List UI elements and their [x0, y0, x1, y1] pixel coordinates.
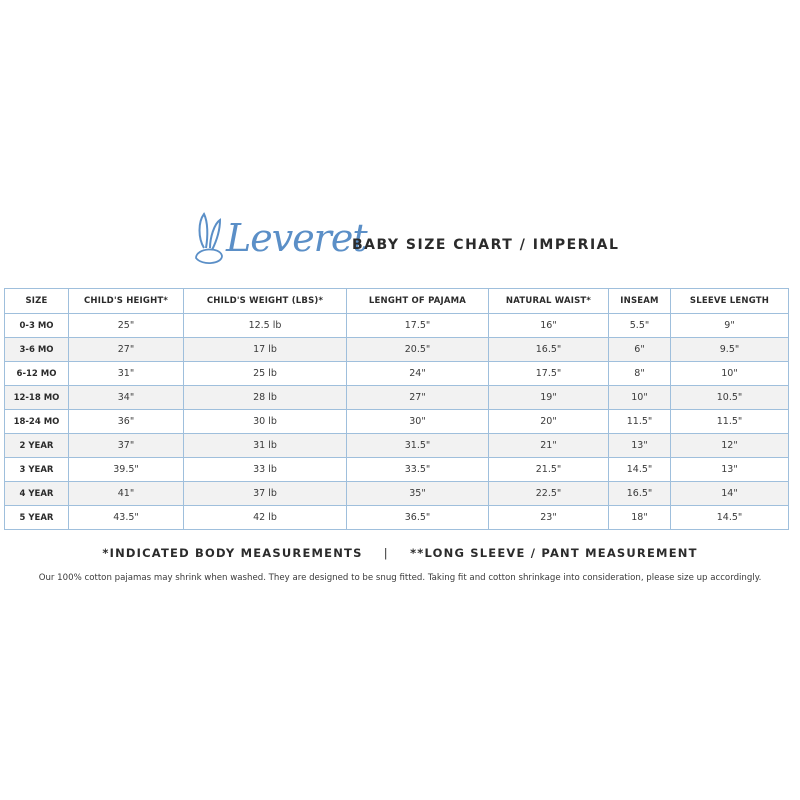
sleeve-length-cell: 10": [671, 362, 789, 386]
table-header-row: [5, 289, 789, 314]
long-sleeve-note: **LONG SLEEVE / PANT MEASUREMENT: [410, 546, 698, 560]
height-cell: 25": [69, 314, 184, 338]
table-row: [5, 482, 789, 506]
column-header-weight: CHILD'S WEIGHT (LBS)*: [184, 289, 347, 314]
height-cell: 37": [69, 434, 184, 458]
waist-cell: 21": [489, 434, 609, 458]
inseam-cell: 11.5": [609, 410, 671, 434]
size-cell: 12-18 MO: [5, 386, 69, 410]
height-cell: 39.5": [69, 458, 184, 482]
pajama-length-cell: 30": [347, 410, 489, 434]
inseam-cell: 5.5": [609, 314, 671, 338]
size-chart-table-wrapper: [4, 288, 788, 530]
leveret-logo: [190, 208, 367, 272]
waist-cell: 19": [489, 386, 609, 410]
table-row: [5, 410, 789, 434]
inseam-cell: 10": [609, 386, 671, 410]
sleeve-length-cell: 14": [671, 482, 789, 506]
pajama-length-cell: 27": [347, 386, 489, 410]
weight-cell: 12.5 lb: [184, 314, 347, 338]
inseam-cell: 13": [609, 434, 671, 458]
height-cell: 43.5": [69, 506, 184, 530]
size-cell: 0-3 MO: [5, 314, 69, 338]
chart-title: BABY SIZE CHART / IMPERIAL: [352, 237, 620, 253]
waist-cell: 17.5": [489, 362, 609, 386]
pajama-length-cell: 33.5": [347, 458, 489, 482]
pajama-length-cell: 20.5": [347, 338, 489, 362]
column-header-size: SIZE: [5, 289, 69, 314]
column-header-height: CHILD'S HEIGHT*: [69, 289, 184, 314]
sleeve-length-cell: 11.5": [671, 410, 789, 434]
table-row: [5, 506, 789, 530]
pajama-length-cell: 35": [347, 482, 489, 506]
shrinkage-disclaimer: Our 100% cotton pajamas may shrink when washed. They are designed to be snug fitted. Taking fit and cotton shrinkage into consideration, please size up accordingly.: [38, 573, 762, 583]
inseam-cell: 18": [609, 506, 671, 530]
waist-cell: 23": [489, 506, 609, 530]
weight-cell: 42 lb: [184, 506, 347, 530]
size-cell: 4 YEAR: [5, 482, 69, 506]
column-header-inseam: INSEAM: [609, 289, 671, 314]
table-row: [5, 314, 789, 338]
sleeve-length-cell: 9.5": [671, 338, 789, 362]
sleeve-length-cell: 12": [671, 434, 789, 458]
size-cell: 3 YEAR: [5, 458, 69, 482]
table-row: [5, 434, 789, 458]
bunny-icon: [190, 208, 230, 272]
height-cell: 36": [69, 410, 184, 434]
inseam-cell: 6": [609, 338, 671, 362]
waist-cell: 20": [489, 410, 609, 434]
pajama-length-cell: 36.5": [347, 506, 489, 530]
waist-cell: 16": [489, 314, 609, 338]
notes-separator: |: [383, 546, 389, 560]
table-row: [5, 386, 789, 410]
measurement-notes: [0, 546, 800, 560]
table-row: [5, 458, 789, 482]
height-cell: 31": [69, 362, 184, 386]
table-row: [5, 362, 789, 386]
size-cell: 5 YEAR: [5, 506, 69, 530]
column-header-sleeve-length: SLEEVE LENGTH: [671, 289, 789, 314]
pajama-length-cell: 17.5": [347, 314, 489, 338]
weight-cell: 33 lb: [184, 458, 347, 482]
size-cell: 2 YEAR: [5, 434, 69, 458]
height-cell: 41": [69, 482, 184, 506]
size-chart-table: [4, 288, 789, 530]
size-cell: 3-6 MO: [5, 338, 69, 362]
table-row: [5, 338, 789, 362]
waist-cell: 22.5": [489, 482, 609, 506]
sleeve-length-cell: 9": [671, 314, 789, 338]
column-header-pajama-length: LENGHT OF PAJAMA: [347, 289, 489, 314]
inseam-cell: 8": [609, 362, 671, 386]
body-measurements-note: *INDICATED BODY MEASUREMENTS: [102, 546, 363, 560]
pajama-length-cell: 31.5": [347, 434, 489, 458]
inseam-cell: 16.5": [609, 482, 671, 506]
height-cell: 27": [69, 338, 184, 362]
weight-cell: 17 lb: [184, 338, 347, 362]
waist-cell: 21.5": [489, 458, 609, 482]
height-cell: 34": [69, 386, 184, 410]
weight-cell: 30 lb: [184, 410, 347, 434]
inseam-cell: 14.5": [609, 458, 671, 482]
waist-cell: 16.5": [489, 338, 609, 362]
weight-cell: 37 lb: [184, 482, 347, 506]
sleeve-length-cell: 13": [671, 458, 789, 482]
logo-text: Leveret: [226, 216, 367, 260]
size-cell: 18-24 MO: [5, 410, 69, 434]
weight-cell: 25 lb: [184, 362, 347, 386]
weight-cell: 28 lb: [184, 386, 347, 410]
sleeve-length-cell: 10.5": [671, 386, 789, 410]
weight-cell: 31 lb: [184, 434, 347, 458]
size-cell: 6-12 MO: [5, 362, 69, 386]
header: [0, 208, 800, 272]
pajama-length-cell: 24": [347, 362, 489, 386]
sleeve-length-cell: 14.5": [671, 506, 789, 530]
column-header-waist: NATURAL WAIST*: [489, 289, 609, 314]
